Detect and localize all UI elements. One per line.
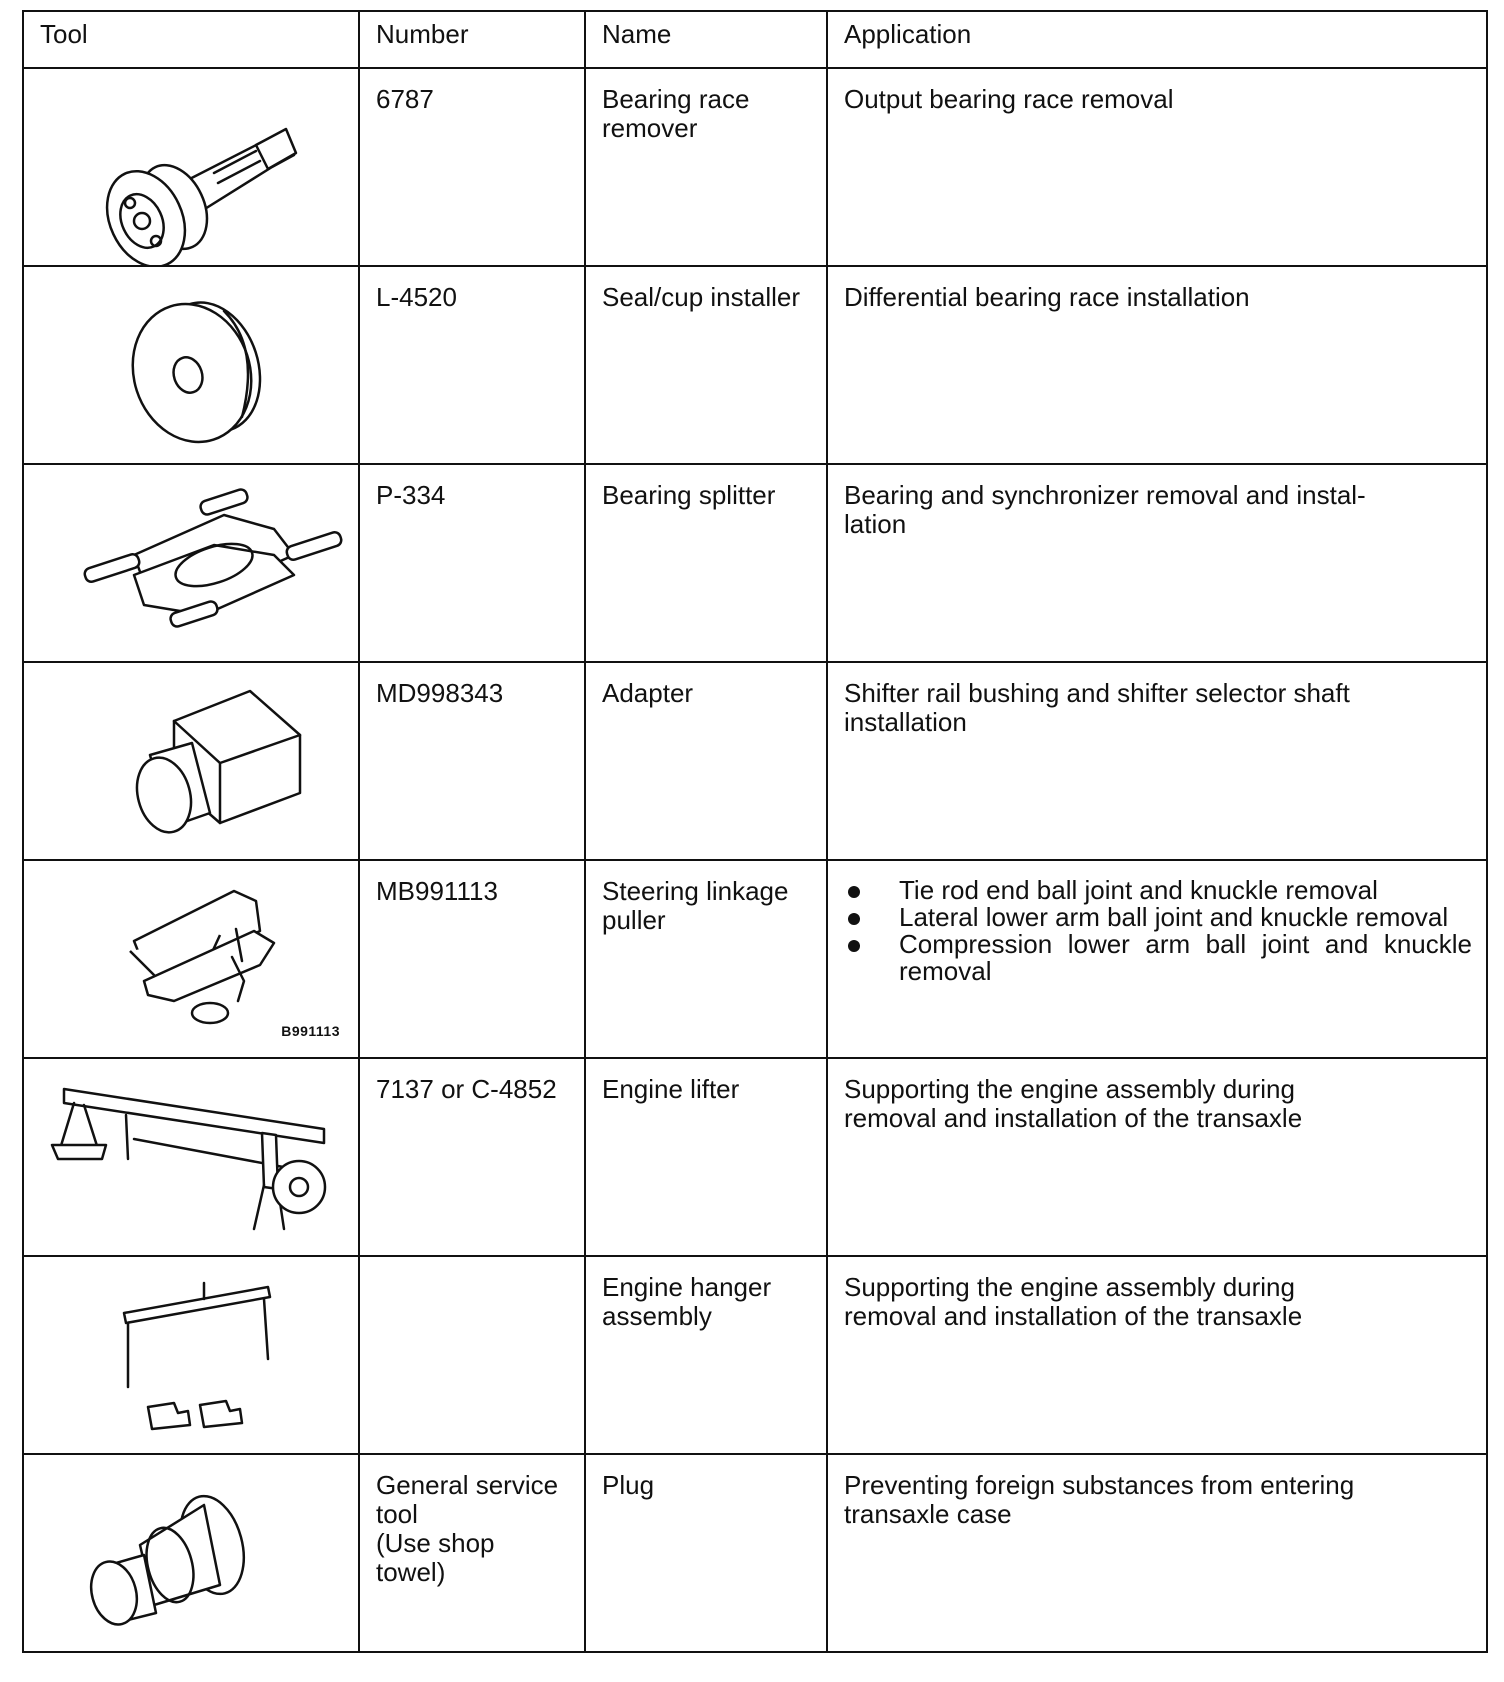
plug-icon (24, 1455, 358, 1651)
name-cell: Plug (585, 1454, 827, 1652)
number-cell: P-334 (359, 464, 585, 662)
number-cell: General service tool (Use shop towel) (359, 1454, 585, 1652)
list-item: Tie rod end ball joint and knuckle removal (844, 877, 1472, 904)
tool-image-cell (23, 1058, 359, 1256)
tool-image-cell (23, 1256, 359, 1454)
table-row (23, 860, 1487, 1058)
application-cell (827, 860, 1487, 1058)
tool-image-cell (23, 662, 359, 860)
name-cell: Engine lifter (585, 1058, 827, 1256)
name-cell: Seal/cup installer (585, 266, 827, 464)
table-row (23, 464, 1487, 662)
application-cell: Supporting the engine assembly during removal and installation of the transaxle (827, 1256, 1487, 1454)
special-tools-table (22, 10, 1488, 1653)
seal-cup-installer-icon (24, 267, 358, 463)
table-row (23, 1454, 1487, 1652)
header-application: Application (827, 11, 1487, 68)
tool-code-label: B991113 (281, 1023, 340, 1039)
table-row (23, 1058, 1487, 1256)
table-row (23, 662, 1487, 860)
bearing-splitter-icon (24, 465, 358, 661)
tool-image-cell (23, 464, 359, 662)
name-cell: Adapter (585, 662, 827, 860)
table-row (23, 68, 1487, 266)
name-cell: Steering linkage puller (585, 860, 827, 1058)
header-name: Name (585, 11, 827, 68)
name-cell: Bearing splitter (585, 464, 827, 662)
header-number: Number (359, 11, 585, 68)
engine-lifter-icon (24, 1059, 358, 1255)
list-item: Lateral lower arm ball joint and knuckle removal (844, 904, 1472, 931)
application-cell: Output bearing race removal (827, 68, 1487, 266)
header-row (23, 11, 1487, 68)
table-row (23, 266, 1487, 464)
adapter-icon (24, 663, 358, 859)
number-cell: MB991113 (359, 860, 585, 1058)
application-list (828, 861, 1486, 985)
application-cell: Supporting the engine assembly during removal and installation of the transaxle (827, 1058, 1487, 1256)
application-cell: Bearing and synchronizer removal and instal- lation (827, 464, 1487, 662)
list-item: Compression lower arm ball joint and knuckle removal (844, 931, 1472, 985)
application-cell: Shifter rail bushing and shifter selector shaft installation (827, 662, 1487, 860)
tool-image-cell (23, 68, 359, 266)
bearing-race-remover-icon (24, 69, 358, 265)
application-cell: Preventing foreign substances from entering transaxle case (827, 1454, 1487, 1652)
number-cell: MD998343 (359, 662, 585, 860)
name-cell: Bearing race remover (585, 68, 827, 266)
tool-image-cell (23, 860, 359, 1058)
tool-image-cell (23, 266, 359, 464)
header-tool: Tool (23, 11, 359, 68)
engine-hanger-assembly-icon (24, 1257, 358, 1453)
number-cell: 6787 (359, 68, 585, 266)
number-cell: L-4520 (359, 266, 585, 464)
name-cell: Engine hanger assembly (585, 1256, 827, 1454)
number-cell (359, 1256, 585, 1454)
tool-image-cell (23, 1454, 359, 1652)
number-cell: 7137 or C-4852 (359, 1058, 585, 1256)
table-row (23, 1256, 1487, 1454)
application-cell: Differential bearing race installation (827, 266, 1487, 464)
